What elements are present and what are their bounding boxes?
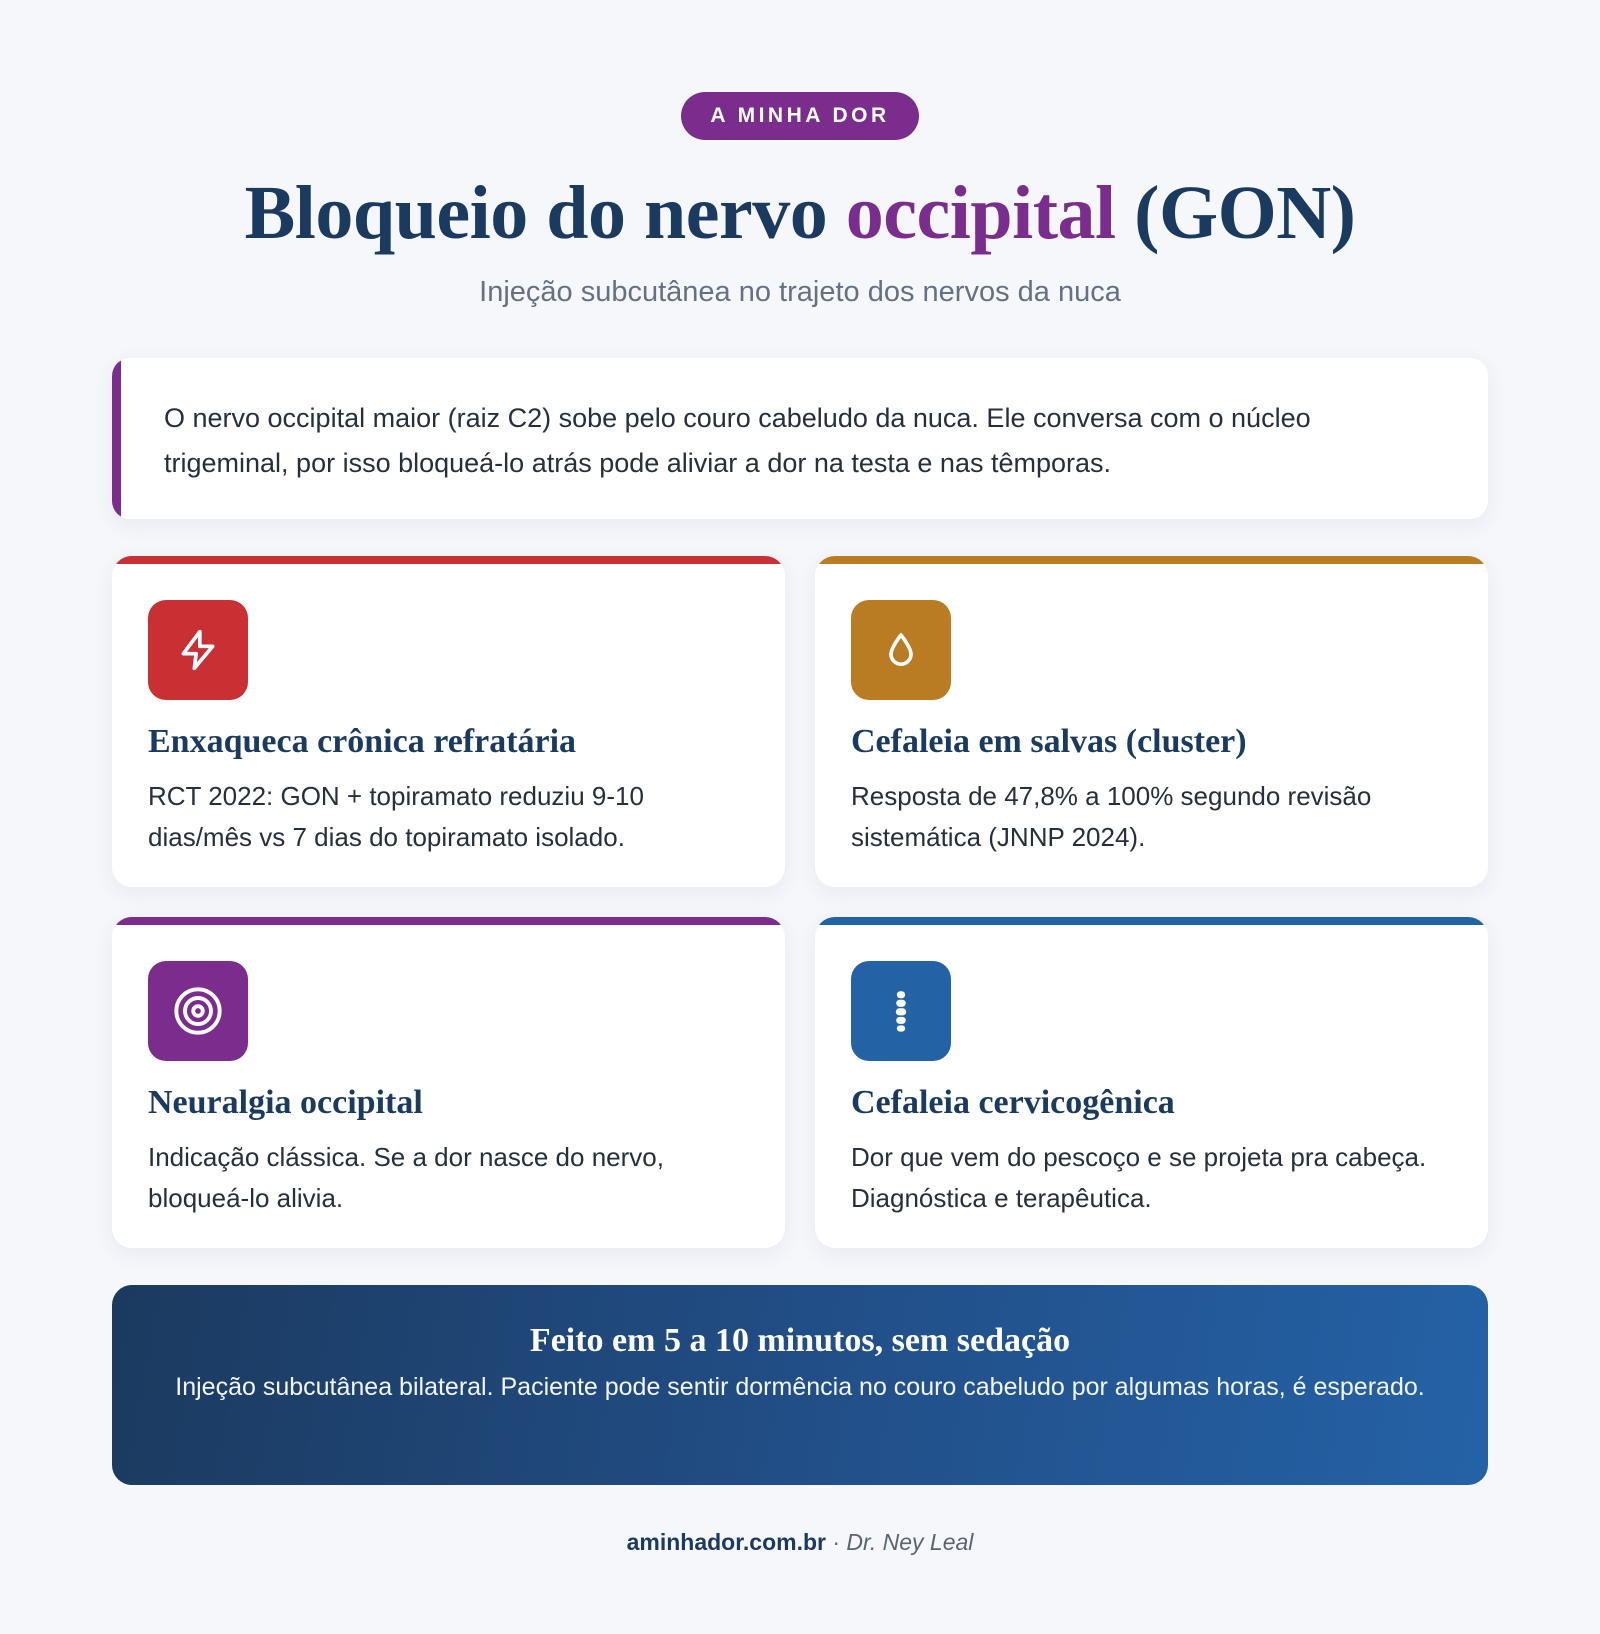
card-text: Resposta de 47,8% a 100% segundo revisão sistemática (JNNP 2024).	[851, 781, 1372, 852]
card-cervicogenic-headache	[815, 917, 1488, 1248]
card-cluster-headache	[815, 556, 1488, 887]
card-text: Indicação clássica. Se a dor nasce do nervo, bloqueá-lo alivia.	[148, 1142, 664, 1213]
lightning-icon	[148, 600, 248, 700]
page-title	[112, 168, 1488, 258]
intro-callout	[112, 358, 1488, 519]
card-title: Enxaqueca crônica refratária	[148, 723, 577, 760]
spine-icon	[851, 961, 951, 1061]
card-text: Dor que vem do pescoço e se projeta pra cabeça. Diagnóstica e terapêutica.	[851, 1142, 1427, 1213]
procedure-banner	[112, 1285, 1488, 1485]
title-accent: occipital	[845, 171, 1116, 255]
banner-title: Feito em 5 a 10 minutos, sem sedação	[529, 1322, 1071, 1359]
card-title: Neuralgia occipital	[148, 1084, 423, 1121]
card-text: RCT 2022: GON + topiramato reduziu 9-10 dias/mês vs 7 dias do topiramato isolado.	[148, 781, 644, 852]
infographic-page	[112, 92, 1488, 1557]
website-link[interactable]: aminhador.com.br	[626, 1529, 826, 1555]
page-subtitle: Injeção subcutânea no trajeto dos nervos da nuca	[479, 276, 1121, 308]
header	[112, 92, 1488, 310]
droplet-icon	[851, 600, 951, 700]
author-name: Dr. Ney Leal	[846, 1529, 974, 1555]
card-chronic-migraine	[112, 556, 785, 887]
target-icon	[148, 961, 248, 1061]
footer-separator: ·	[825, 1529, 847, 1555]
category-badge: A MINHA DOR	[681, 92, 918, 140]
footer	[112, 1527, 1488, 1557]
card-occipital-neuralgia	[112, 917, 785, 1248]
title-part-1: Bloqueio do nervo	[244, 171, 846, 255]
card-title: Cefaleia em salvas (cluster)	[851, 723, 1247, 760]
title-part-2: (GON)	[1115, 171, 1356, 255]
intro-text: O nervo occipital maior (raiz C2) sobe pelo couro cabeludo da nuca. Ele conversa com o núcleo trigeminal, por isso bloqueá-lo atrás pode aliviar a dor na testa e nas têmporas.	[164, 403, 1311, 478]
indications-grid	[112, 556, 1488, 1248]
card-title: Cefaleia cervicogênica	[851, 1084, 1175, 1121]
banner-text: Injeção subcutânea bilateral. Paciente pode sentir dormência no couro cabeludo por algumas horas, é esperado.	[175, 1373, 1425, 1401]
